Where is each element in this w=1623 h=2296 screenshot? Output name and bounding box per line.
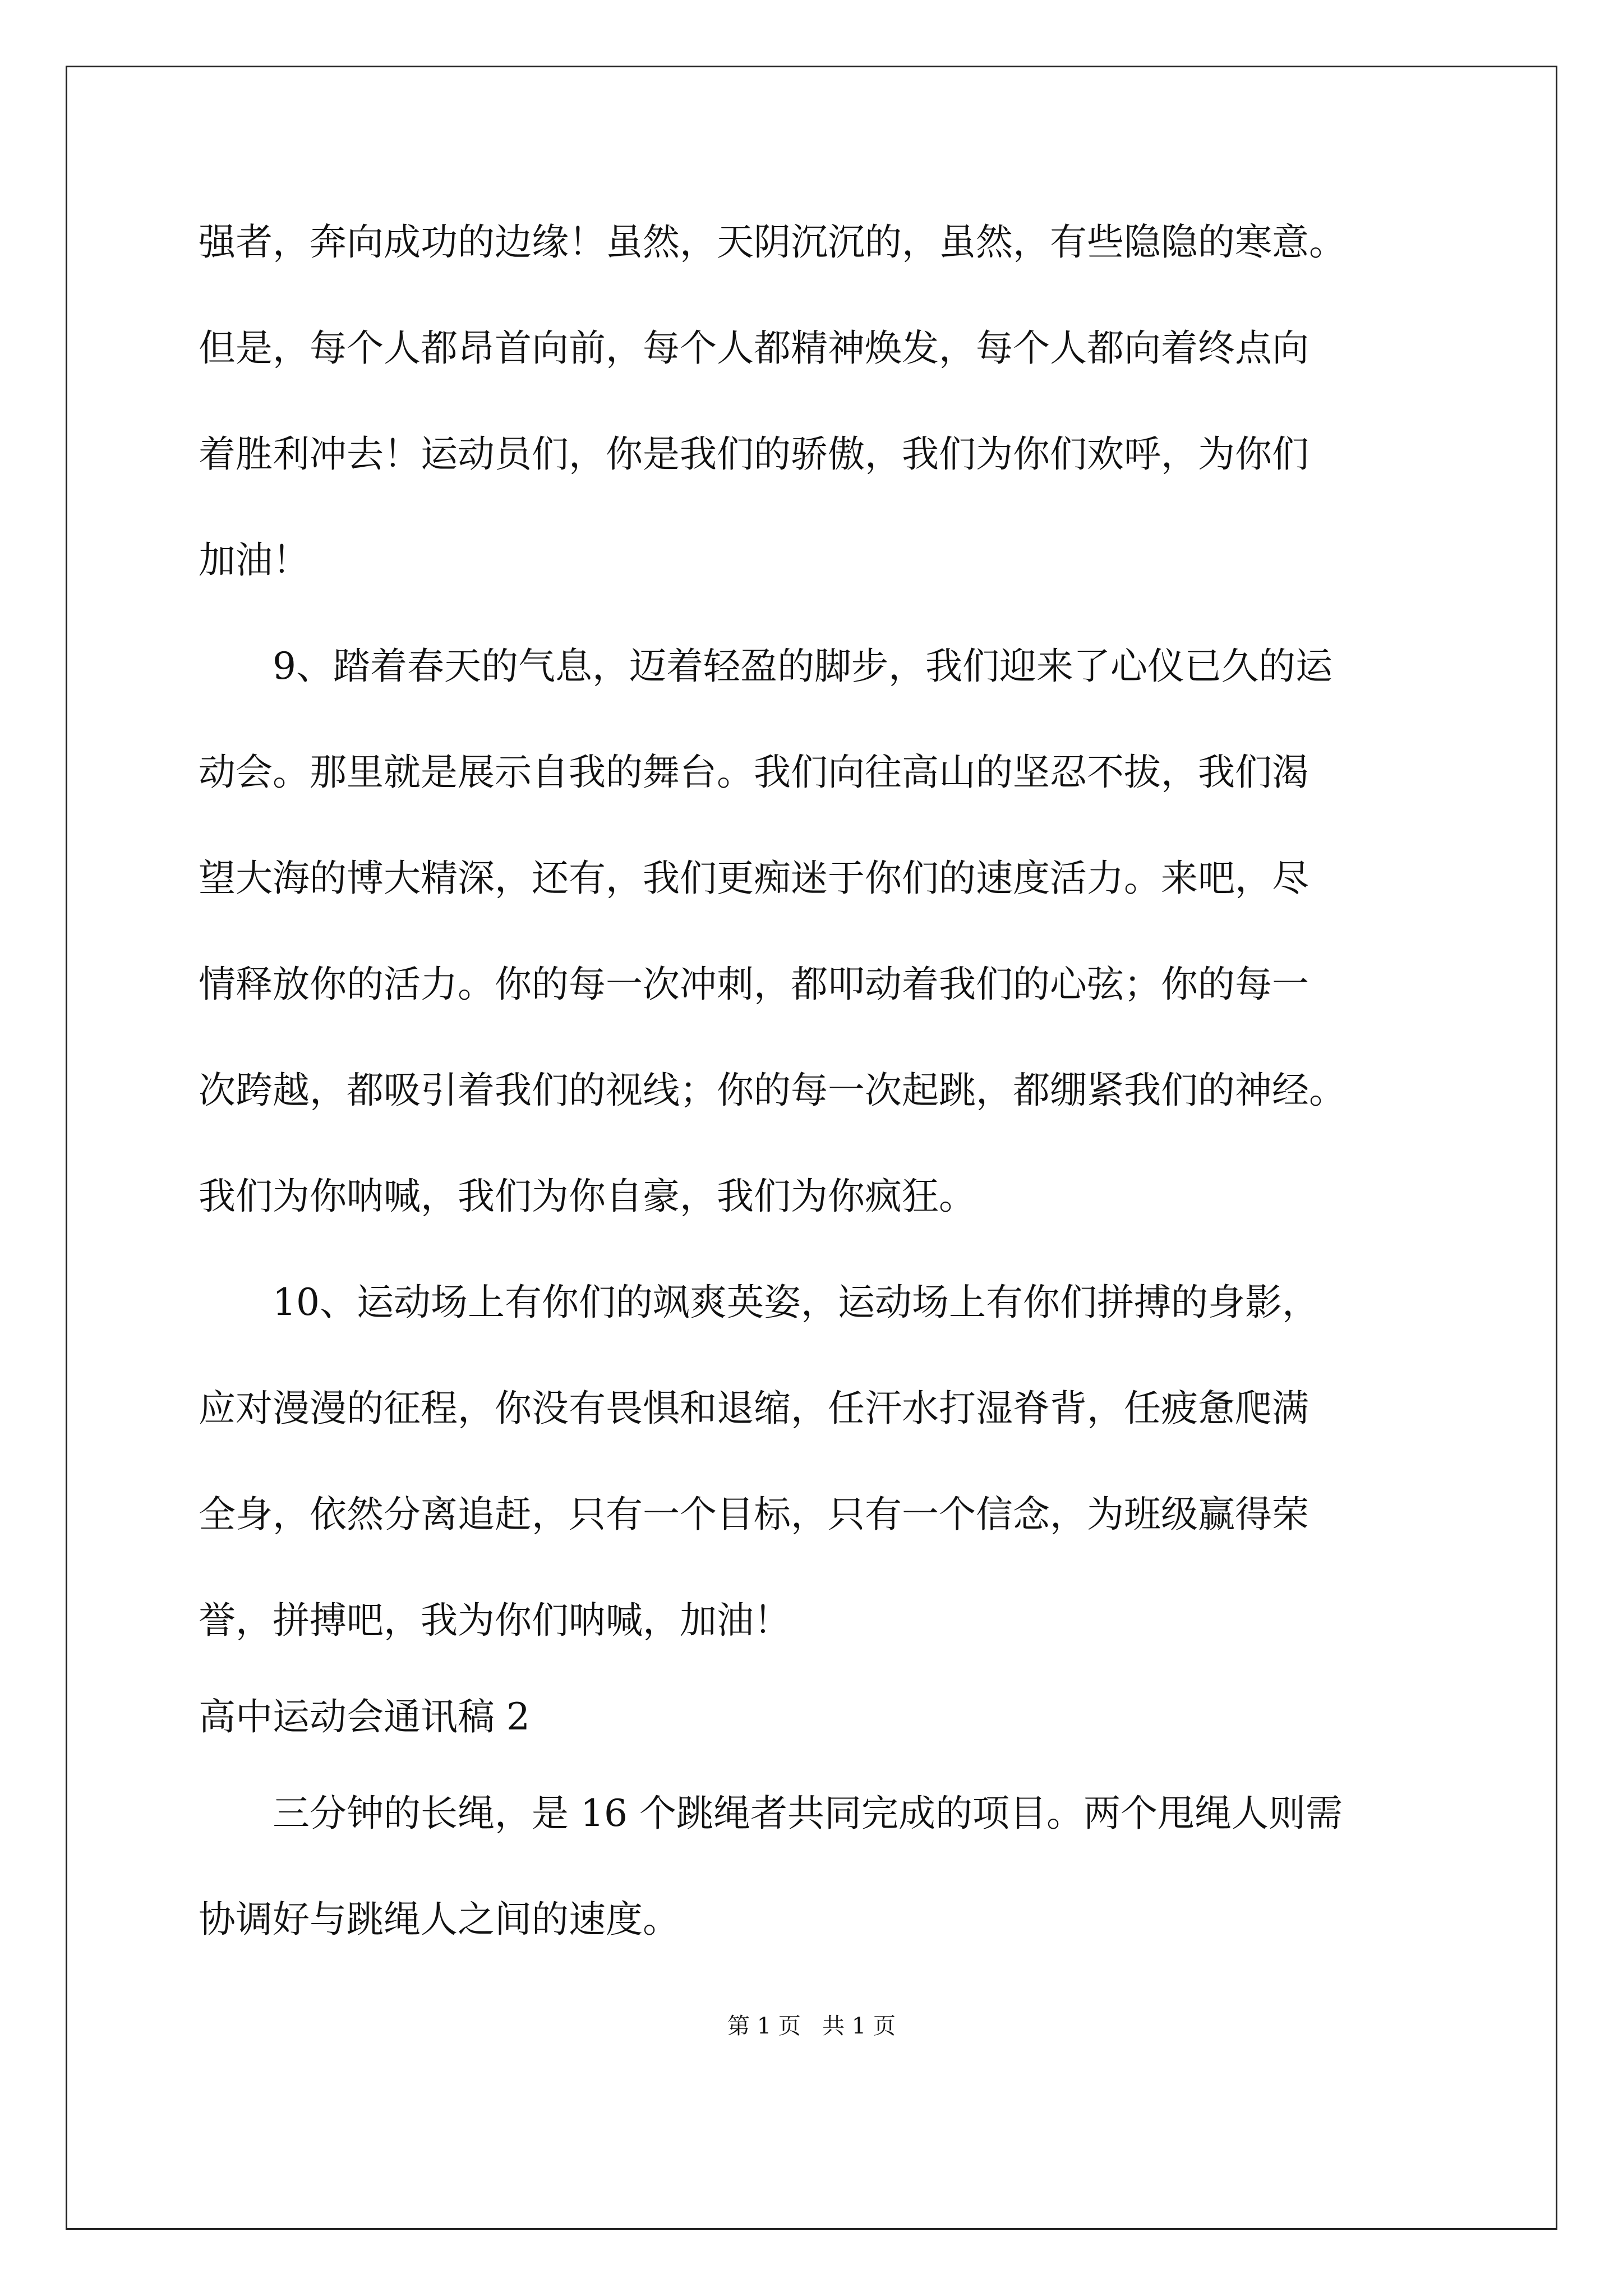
text-line: 我们为你呐喊，我们为你自豪，我们为你疯狂。 [199, 1175, 976, 1218]
text-line: 誉，拼搏吧，我为你们呐喊，加油！ [199, 1599, 791, 1642]
text-line: 着胜利冲去！运动员们，你是我们的骄傲，我们为你们欢呼，为你们 [199, 432, 1309, 476]
text-line: 全身，依然分离追赶，只有一个目标，只有一个信念，为班级赢得荣 [199, 1493, 1309, 1536]
text-line: 次跨越，都吸引着我们的视线；你的每一次起跳，都绷紧我们的神经。 [199, 1069, 1346, 1112]
section-heading: 高中运动会通讯稿 2 [199, 1695, 530, 1738]
text-line: 动会。那里就是展示自我的舞台。我们向往高山的坚忍不拔，我们渴 [199, 751, 1309, 794]
page-footer: 第 1 页 共 1 页 [727, 2013, 896, 2039]
text-line: 望大海的博大精深，还有，我们更痴迷于你们的速度活力。来吧，尽 [199, 857, 1309, 900]
text-line: 强者，奔向成功的边缘！虽然，天阴沉沉的，虽然，有些隐隐的寒意。 [199, 220, 1346, 264]
text-line: 协调好与跳绳人之间的速度。 [199, 1898, 680, 1941]
text-line: 应对漫漫的征程，你没有畏惧和退缩，任汗水打湿脊背，任疲惫爬满 [199, 1387, 1309, 1430]
paragraph-first-line: 10、运动场上有你们的飒爽英姿，运动场上有你们拼搏的身影， [273, 1281, 1319, 1324]
text-line: 情释放你的活力。你的每一次冲刺，都叩动着我们的心弦；你的每一 [199, 963, 1309, 1006]
text-line: 但是，每个人都昂首向前，每个人都精神焕发，每个人都向着终点向 [199, 326, 1309, 370]
paragraph-first-line: 三分钟的长绳，是 16 个跳绳者共同完成的项目。两个甩绳人则需 [273, 1792, 1343, 1835]
paragraph-first-line: 9、踏着春天的气息，迈着轻盈的脚步，我们迎来了心仪已久的运 [273, 645, 1332, 688]
text-line: 加油！ [199, 539, 310, 582]
